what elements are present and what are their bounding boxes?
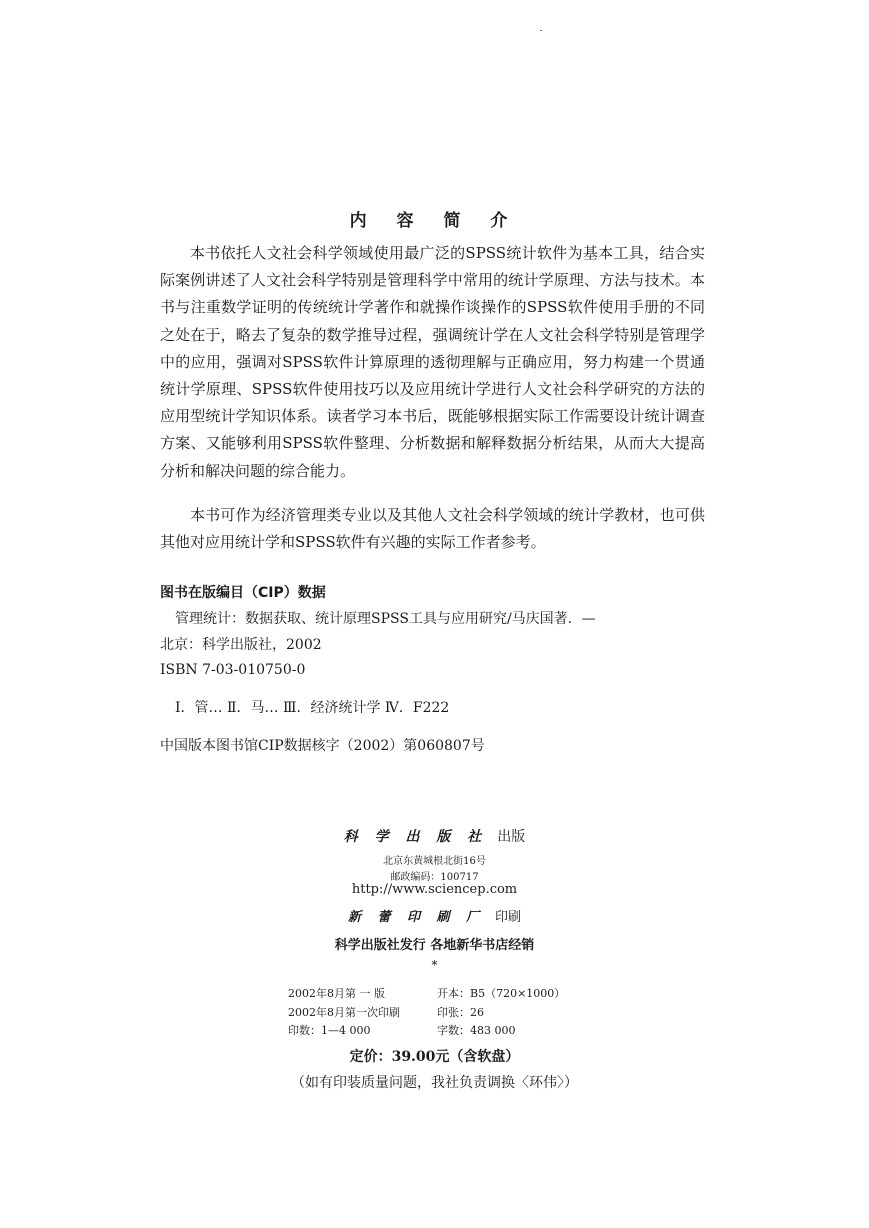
- scan-speck: [540, 30, 542, 31]
- format-info: 开本：B5（720×1000）: [437, 987, 566, 1000]
- cip-record-number: 中国版本图书馆CIP数据核字（2002）第060807号: [160, 738, 485, 754]
- cip-classification: Ⅰ．管… Ⅱ．马… Ⅲ．经济统计学 Ⅳ．F222: [175, 700, 450, 716]
- cip-title-line: 管理统计：数据获取、统计原理SPSS工具与应用研究/马庆国著．—: [175, 611, 596, 627]
- cip-isbn: ISBN 7-03-010750-0: [160, 662, 306, 678]
- publisher-postcode: 邮政编码：100717: [390, 872, 479, 883]
- copies-info: 印数：1—4 000: [288, 1024, 371, 1037]
- printer-suffix: 印刷: [495, 910, 522, 925]
- printer-name: 新 蕾 印 刷 厂: [347, 910, 486, 925]
- publisher-name: 科 学 出 版 社: [343, 829, 488, 845]
- quality-note: （如有印装质量问题，我社负责调换〈环伟〉）: [291, 1075, 578, 1091]
- cip-publisher-line: 北京：科学出版社，2002: [160, 637, 322, 653]
- price: 定价：39.00元（含软盘）: [349, 1049, 520, 1065]
- separator-star: *: [431, 958, 438, 972]
- word-count-info: 字数：483 000: [437, 1024, 516, 1037]
- publisher-suffix: 出版: [497, 829, 526, 845]
- synopsis-paragraph-1: 本书依托人文社会科学领域使用最广泛的SPSS统计软件为基本工具，结合实际案例讲述了人文社会科学特别是管理科学中常用的统计学原理、方法与技术。本书与注重数学证明的传统统计学著作和就操作谈操作的SPSS软件使用手册的不同之处在于，略去了复杂的数学推导过程，强调统计学在人文社会科学特别是管理学中的应用，强调对SPSS软件计算原理的透彻理解与正确应用，努力构建一个贯通统计学原理、SPSS软件使用技巧以及应用统计学进行人文社会科学研究的方法的应用型统计学知识体系。读者学习本书后，既能够根据实际工作需要设计统计调查方案、又能够利用SPSS软件整理、分析数据和解释数据分析结果，从而大大提高分析和解决问题的综合能力。: [160, 244, 705, 480]
- impression-info: 2002年8月第一次印刷: [288, 1006, 400, 1019]
- edition-info: 2002年8月第 一 版: [288, 987, 385, 1000]
- synopsis-paragraph-2: 本书可作为经济管理类专业以及其他人文社会科学领域的统计学教材，也可供其他对应用统计学和SPSS软件有兴趣的实际工作者参考。: [160, 506, 705, 552]
- printer-line: [0, 906, 869, 925]
- sheets-info: 印张：26: [437, 1006, 484, 1019]
- cip-heading: 图书在版编目（CIP）数据: [160, 585, 326, 601]
- publisher-line: [0, 826, 869, 846]
- publisher-url: http://www.sciencep.com: [351, 882, 518, 897]
- distribution-line: 科学出版社发行 各地新华书店经销: [334, 938, 535, 953]
- synopsis-title: 内 容 简 介: [349, 211, 520, 231]
- publisher-address: 北京东黄城根北街16号: [383, 856, 486, 867]
